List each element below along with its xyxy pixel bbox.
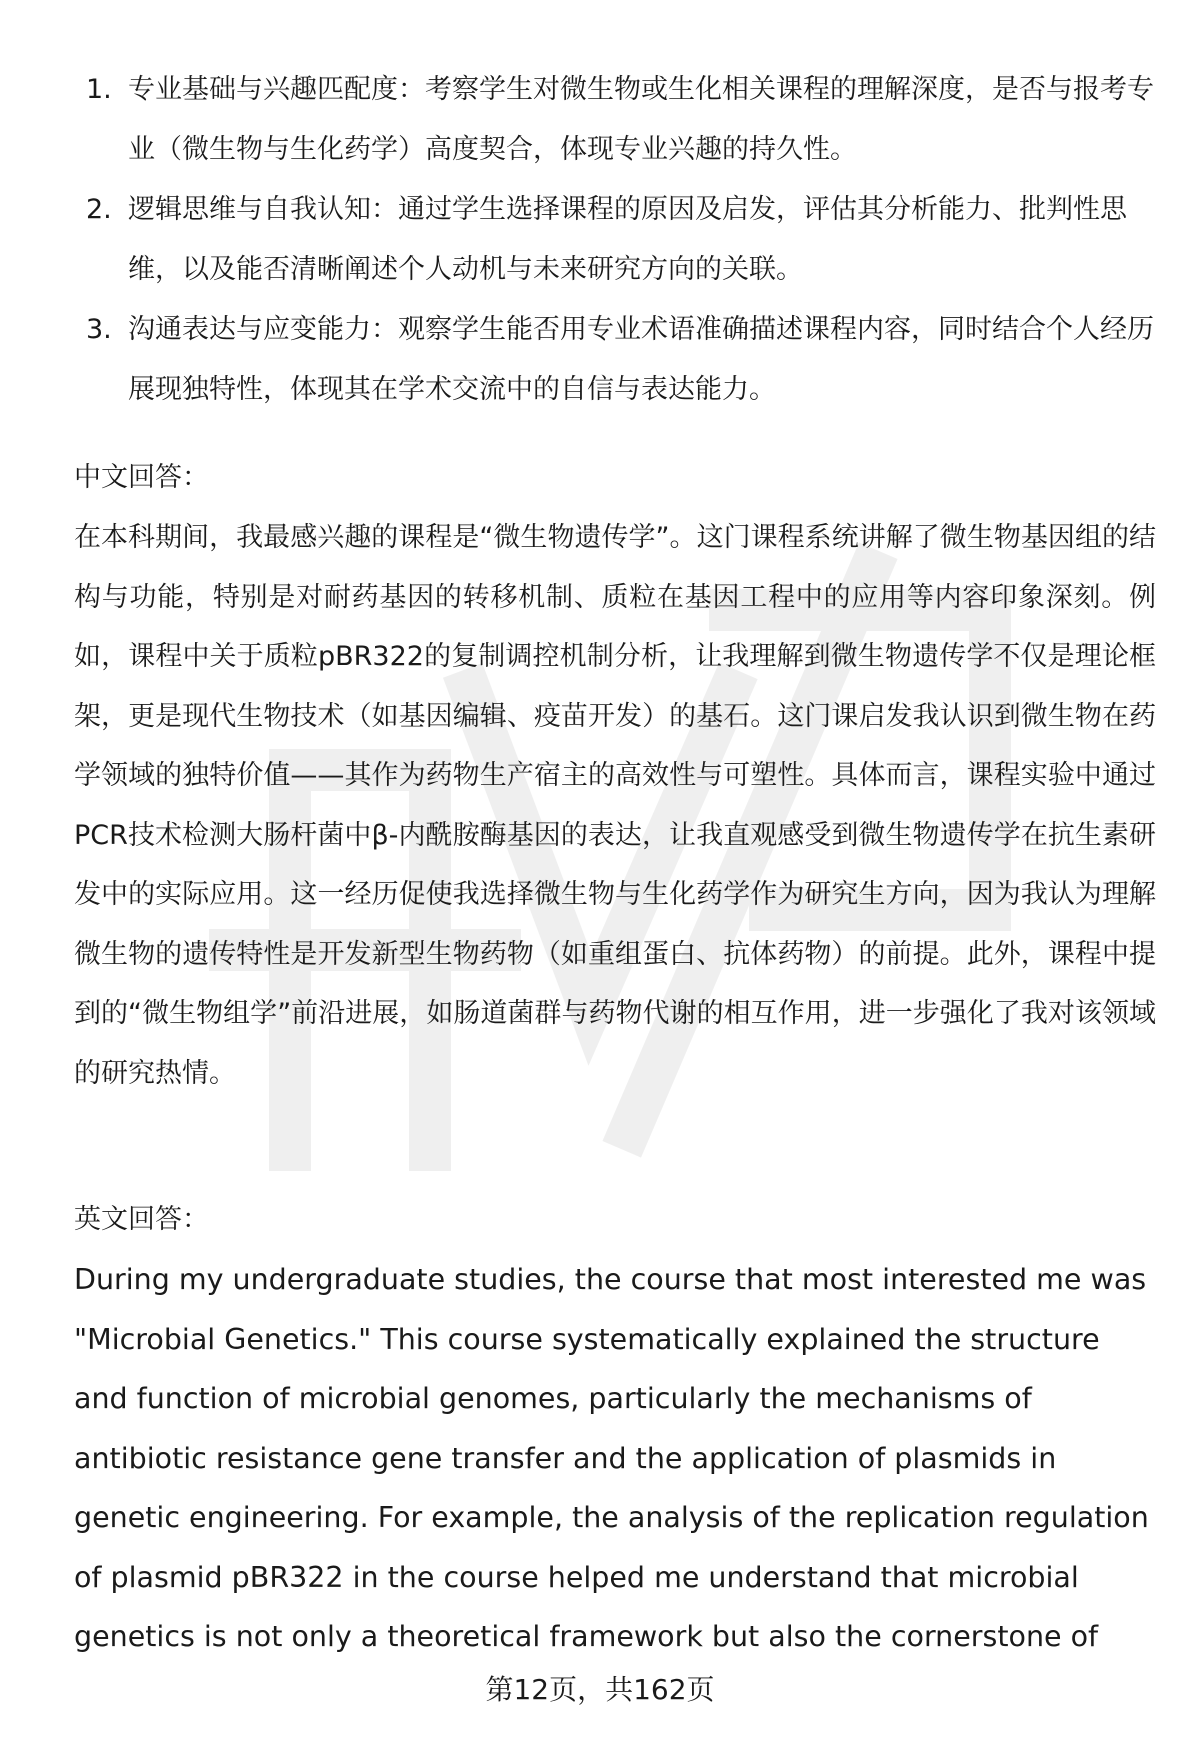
criteria-item xyxy=(74,60,1154,180)
english-answer-label: 英文回答： xyxy=(74,1204,209,1235)
criteria-text: 逻辑思维与自我认知：通过学生选择课程的原因及启发，评估其分析能力、批判性思维，以及能否清晰阐述个人动机与未来研究方向的关联。 xyxy=(128,194,1127,285)
criteria-number: 2. xyxy=(86,194,112,225)
criteria-number: 3. xyxy=(86,314,112,345)
evaluation-criteria-list xyxy=(74,60,1154,420)
english-answer-text: During my undergraduate studies, the course that most interested me was "Microbial Genetics." This course systematically explained the structure and function of microbial genomes, particularly the mechanisms of antibiotic resistance gene transfer and the application of plasmids in genetic engineering. For example, the analysis of the replication regulation of plasmid pBR322 in the course helped me understand that microbial genetics is not only a theoretical framework but also the cornerstone of xyxy=(74,1263,1149,1653)
criteria-item xyxy=(74,180,1154,300)
page-number-footer: 第12页，共162页 xyxy=(485,1673,715,1706)
criteria-number: 1. xyxy=(86,74,112,105)
chinese-answer-text: 在本科期间，我最感兴趣的课程是“微生物遗传学”。这门课程系统讲解了微生物基因组的结构与功能，特别是对耐药基因的转移机制、质粒在基因工程中的应用等内容印象深刻。例如，课程中关于质粒pBR322的复制调控机制分析，让我理解到微生物遗传学不仅是理论框架，更是现代生物技术（如基因编辑、疫苗开发）的基石。这门课启发我认识到微生物在药学领域的独特价值——其作为药物生产宿主的高效性与可塑性。具体而言，课程实验中通过PCR技术检测大肠杆菌中β-内酰胺酶基因的表达，让我直观感受到微生物遗传学在抗生素研发中的实际应用。这一经历促使我选择微生物与生化药学作为研究生方向，因为我认为理解微生物的遗传特性是开发新型生物药物（如重组蛋白、抗体药物）的前提。此外，课程中提到的“微生物组学”前沿进展，如肠道菌群与药物代谢的相互作用，进一步强化了我对该领域的研究热情。 xyxy=(74,522,1156,1089)
criteria-text: 专业基础与兴趣匹配度：考察学生对微生物或生化相关课程的理解深度，是否与报考专业（微生物与生化药学）高度契合，体现专业兴趣的持久性。 xyxy=(128,74,1154,165)
chinese-answer-label: 中文回答： xyxy=(74,462,209,493)
criteria-text: 沟通表达与应变能力：观察学生能否用专业术语准确描述课程内容，同时结合个人经历展现独特性，体现其在学术交流中的自信与表达能力。 xyxy=(128,314,1154,405)
criteria-item xyxy=(74,300,1154,420)
